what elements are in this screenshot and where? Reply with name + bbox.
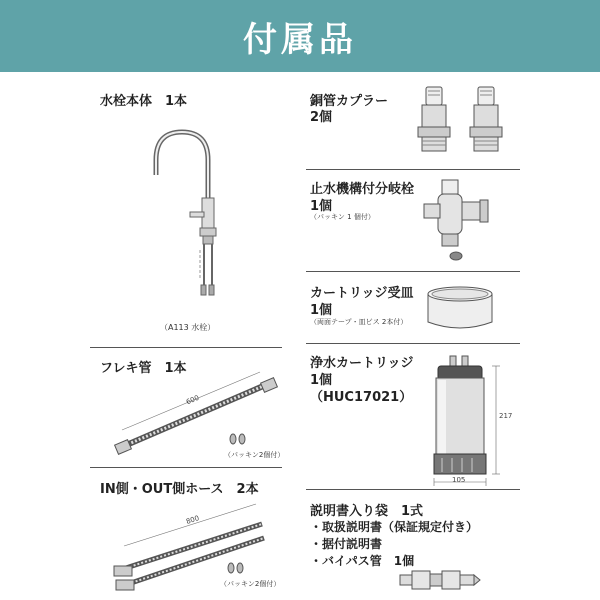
flex-pipe-illustration xyxy=(110,378,280,458)
cartridge-tray-illustration xyxy=(424,284,496,334)
cartridge-tray-note: （両面テープ・皿ビス 2本付） xyxy=(310,318,408,326)
cartridge-height: 217 xyxy=(499,412,513,420)
manual-bag-item: ・据付説明書 xyxy=(310,537,383,551)
branch-valve-qty: 1個 xyxy=(310,199,333,214)
cartridge-tray-qty: 1個 xyxy=(310,303,333,318)
faucet-caption: （A113 水栓） xyxy=(160,323,216,332)
packing-icon xyxy=(228,433,248,445)
branch-valve-title: 止水機構付分岐栓 xyxy=(310,182,415,197)
divider xyxy=(90,467,282,468)
hose-length: 800 xyxy=(185,514,201,526)
flex-pipe-packing-note: （パッキン2個付） xyxy=(224,451,285,459)
hose-packing-note: （パッキン2個付） xyxy=(220,580,281,588)
branch-valve-illustration xyxy=(420,176,500,266)
coupler-title: 銅管カプラー xyxy=(310,94,389,109)
faucet-illustration xyxy=(140,120,240,320)
divider xyxy=(306,271,520,272)
cartridge-width: 105 xyxy=(452,476,466,484)
divider xyxy=(90,347,282,348)
manual-bag-item: ・取扱説明書（保証規定付き） xyxy=(310,520,479,534)
cartridge-title: 浄水カートリッジ xyxy=(310,356,414,371)
flex-pipe-title: フレキ管 1本 xyxy=(100,361,187,376)
hose-title: IN側・OUT側ホース 2本 xyxy=(100,482,259,497)
bypass-pipe-illustration xyxy=(398,566,482,594)
divider xyxy=(306,169,520,170)
packing-icon xyxy=(226,562,246,574)
faucet-title: 水栓本体 1本 xyxy=(100,94,188,109)
coupler-qty: 2個 xyxy=(310,110,333,125)
coupler-illustration xyxy=(410,85,510,160)
cartridge-illustration xyxy=(424,354,514,488)
page-title: 付属品 xyxy=(243,19,357,60)
branch-valve-note: （パッキン 1 個付） xyxy=(310,213,375,221)
cartridge-qty: 1個 xyxy=(310,373,333,388)
cartridge-model: （HUC17021） xyxy=(310,390,413,405)
cartridge-tray-title: カートリッジ受皿 xyxy=(310,286,414,301)
manual-bag-item: ・バイパス管 1個 xyxy=(310,554,415,568)
manual-bag-title: 説明書入り袋 1式 xyxy=(310,504,424,519)
flex-pipe-length: 600 xyxy=(184,393,201,407)
divider xyxy=(306,489,520,490)
divider xyxy=(306,343,520,344)
header-banner xyxy=(0,0,600,72)
